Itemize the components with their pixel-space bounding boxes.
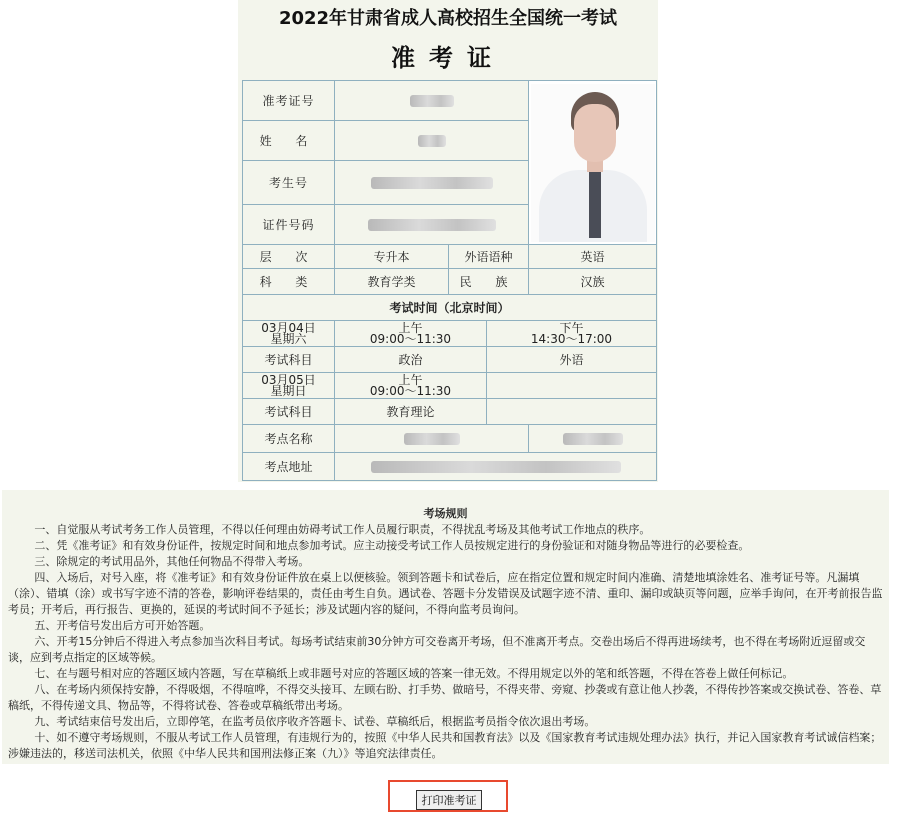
rule-item: 一、自觉服从考试考务工作人员管理，不得以任何理由妨碍考试工作人员履行职责，不得扰乱考场及其他考试工作地点的秩序。 — [34, 523, 651, 536]
id-no-label: 证件号码 — [243, 205, 335, 245]
level-value: 专升本 — [335, 245, 449, 269]
student-no-value — [335, 161, 529, 205]
subject-category-value: 教育学类 — [335, 269, 449, 295]
day2-morning-time: 上午 09:00～11:30 — [335, 373, 487, 399]
card-title: 准考证 — [391, 44, 505, 72]
rule-item: 六、开考15分钟后不得进入考点参加当次科目考试。每场考试结束前30分钟方可交卷离开考场，但不准离开考点。交卷出场后不得再进场续考，也不得在考场附近逗留或交谈，应到考点指定的区域等候。 — [8, 635, 866, 664]
ticket-no-label: 准考证号 — [243, 81, 335, 121]
candidate-photo — [529, 81, 657, 245]
ethnicity-value: 汉族 — [529, 269, 657, 295]
exam-title: 2022年甘肃省成人高校招生全国统一考试 — [278, 8, 618, 29]
venue-address-value — [335, 453, 657, 481]
day2-afternoon-empty — [487, 373, 657, 399]
day1-morning-time: 上午 09:00～11:30 — [335, 321, 487, 347]
rule-item: 五、开考信号发出后方可开始答题。 — [34, 619, 211, 632]
venue-room-value — [529, 425, 657, 453]
ethnicity-label: 民 族 — [449, 269, 529, 295]
day1-afternoon-subject: 外语 — [487, 347, 657, 373]
day1-date: 03月04日 星期六 — [243, 321, 335, 347]
rule-item: 四、入场后，对号入座，将《准考证》和有效身份证件放在桌上以便核验。领到答题卡和试卷后，应在指定位置和规定时间内准确、清楚地填涂姓名、准考证号等。凡漏填（涂）、错填（涂）或书写字迹不清的答卷，影响评卷结果的，责任由考生自负。遇试卷、答题卡分发错误及试题字迹不清、重印、漏印或缺页等问题，应举手询问，在开考前报告监考员；开考后，再行报告、更换的，延误的考试时间不予延长；涉及试题内容的疑问，不得向监考员询问。 — [8, 571, 883, 616]
day1-subject-label: 考试科目 — [243, 347, 335, 373]
rule-item: 七、在与题号相对应的答题区域内答题，写在草稿纸上或非题号对应的答题区域的答案一律无效。不得用规定以外的笔和纸答题，不得在答卷上做任何标记。 — [34, 667, 794, 680]
rule-item: 八、在考场内须保持安静，不得吸烟，不得喧哗，不得交头接耳、左顾右盼、打手势、做暗号，不得夹带、旁窥、抄袭或有意让他人抄袭，不得传抄答案或交换试卷、答卷、草稿纸，不得传递文具、物品等，不得将试卷、答卷或草稿纸带出考场。 — [8, 683, 882, 712]
day1-morning-subject: 政治 — [335, 347, 487, 373]
schedule-header: 考试时间（北京时间） — [243, 295, 657, 321]
exam-rules-panel — [2, 490, 889, 764]
rule-item: 三、除规定的考试用品外，其他任何物品不得带入考场。 — [34, 555, 310, 568]
day2-afternoon-subject-empty — [487, 399, 657, 425]
rule-item: 九、考试结束信号发出后，立即停笔，在监考员依序收齐答题卡、试卷、草稿纸后，根据监考员指令依次退出考场。 — [34, 715, 596, 728]
foreign-lang-value: 英语 — [529, 245, 657, 269]
ticket-no-value — [335, 81, 529, 121]
day2-subject-label: 考试科目 — [243, 399, 335, 425]
id-no-value — [335, 205, 529, 245]
subject-category-label: 科 类 — [243, 269, 335, 295]
venue-name-label: 考点名称 — [243, 425, 335, 453]
level-label: 层 次 — [243, 245, 335, 269]
name-value — [335, 121, 529, 161]
print-ticket-button[interactable]: 打印准考证 — [416, 790, 482, 810]
student-no-label: 考生号 — [243, 161, 335, 205]
venue-name-value — [335, 425, 529, 453]
venue-address-label: 考点地址 — [243, 453, 335, 481]
rule-item: 二、凭《准考证》和有效身份证件，按规定时间和地点参加考试。应主动接受考试工作人员按规定进行的身份验证和对随身物品等进行的必要检查。 — [34, 539, 750, 552]
name-label: 姓 名 — [243, 121, 335, 161]
day2-morning-subject: 教育理论 — [335, 399, 487, 425]
foreign-lang-label: 外语语种 — [449, 245, 529, 269]
rules-title: 考场规则 — [423, 507, 468, 520]
day1-afternoon-time: 下午 14:30～17:00 — [487, 321, 657, 347]
admission-ticket-table — [242, 80, 657, 481]
rule-item: 十、如不遵守考场规则，不服从考试工作人员管理，有违规行为的，按照《中华人民共和国教育法》以及《国家教育考试违规处理办法》执行，并记入国家教育考试诚信档案；涉嫌违法的，移送司法机关，依照《中华人民共和国刑法修正案（九）》等追究法律责任。 — [8, 731, 882, 760]
day2-date: 03月05日 星期日 — [243, 373, 335, 399]
